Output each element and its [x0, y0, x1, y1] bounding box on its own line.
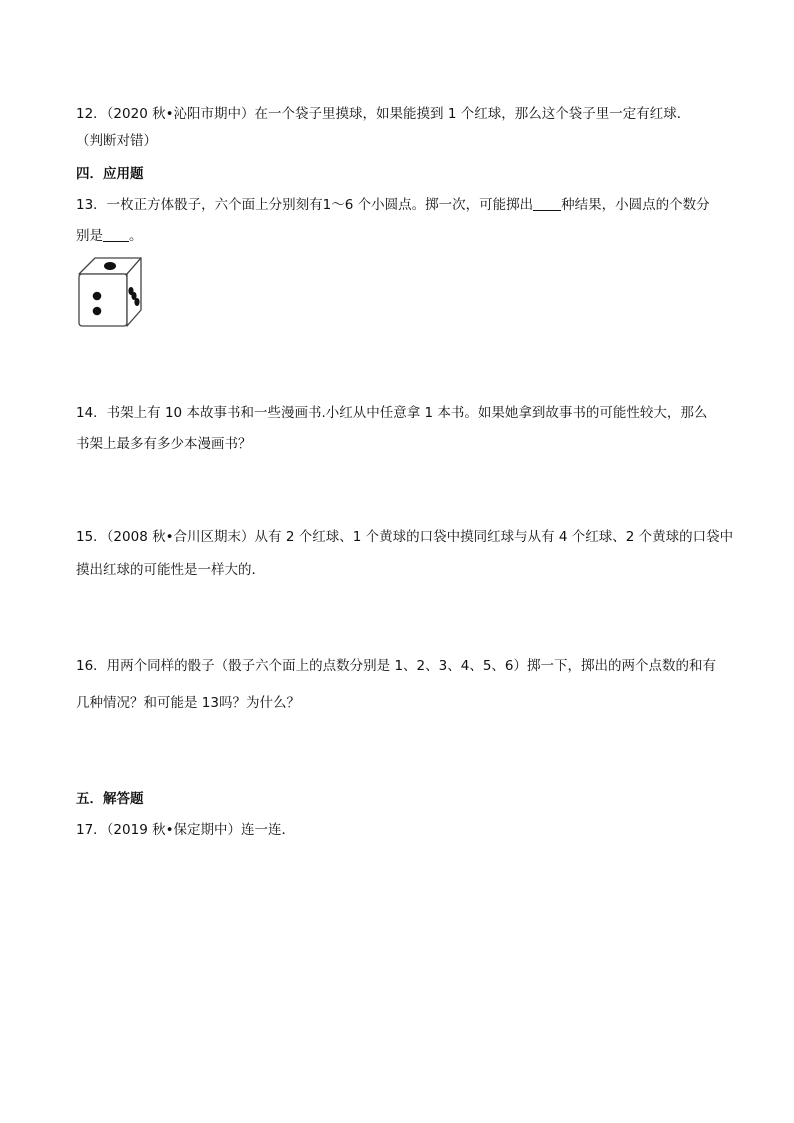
q13-answer-blank-2 — [103, 227, 129, 242]
q13-text-c: 别是 — [76, 228, 103, 244]
dice-icon — [77, 256, 143, 328]
q16-line2: 几种情况？和可能是 13吗？为什么？ — [76, 695, 300, 711]
section4-title: 四．应用题 — [76, 166, 144, 182]
q13-line1 — [76, 195, 710, 215]
q15-line2: 摸出红球的可能性是一样大的． — [76, 562, 265, 578]
q13-text-d: 。 — [129, 228, 143, 244]
q17-line1: 17．（2019 秋•保定期中）连一连． — [76, 822, 296, 838]
q16-line1: 16．用两个同样的骰子（骰子六个面上的点数分别是 1、2、3、4、5、6）掷一下，掷出的两个点数的和有 — [76, 658, 717, 674]
q14-line1: 14．书架上有 10 本故事书和一些漫画书.小红从中任意拿 1 本书。如果她拿到故事书的可能性较大，那么 — [76, 405, 708, 421]
q12-line2: （判断对错） — [76, 133, 157, 149]
q12-line1: 12．（2020 秋•沁阳市期中）在一个袋子里摸球，如果能摸到 1 个红球，那么这个袋子里一定有红球． — [76, 106, 691, 122]
q13-text-b: 种结果，小圆点的个数分 — [561, 197, 710, 213]
q15-line1: 15．（2008 秋•合川区期末）从有 2 个红球、1 个黄球的口袋中摸同红球与从有 4 个红球、2 个黄球的口袋中 — [76, 529, 734, 545]
q13-answer-blank-1 — [533, 196, 561, 211]
q13-text-a: 13．一枚正方体骰子，六个面上分别刻有1～6 个小圆点。掷一次，可能掷出 — [76, 197, 534, 213]
q13-line2 — [76, 226, 143, 246]
section5-title: 五．解答题 — [76, 791, 144, 807]
q14-line2: 书架上最多有多少本漫画书？ — [76, 436, 252, 452]
